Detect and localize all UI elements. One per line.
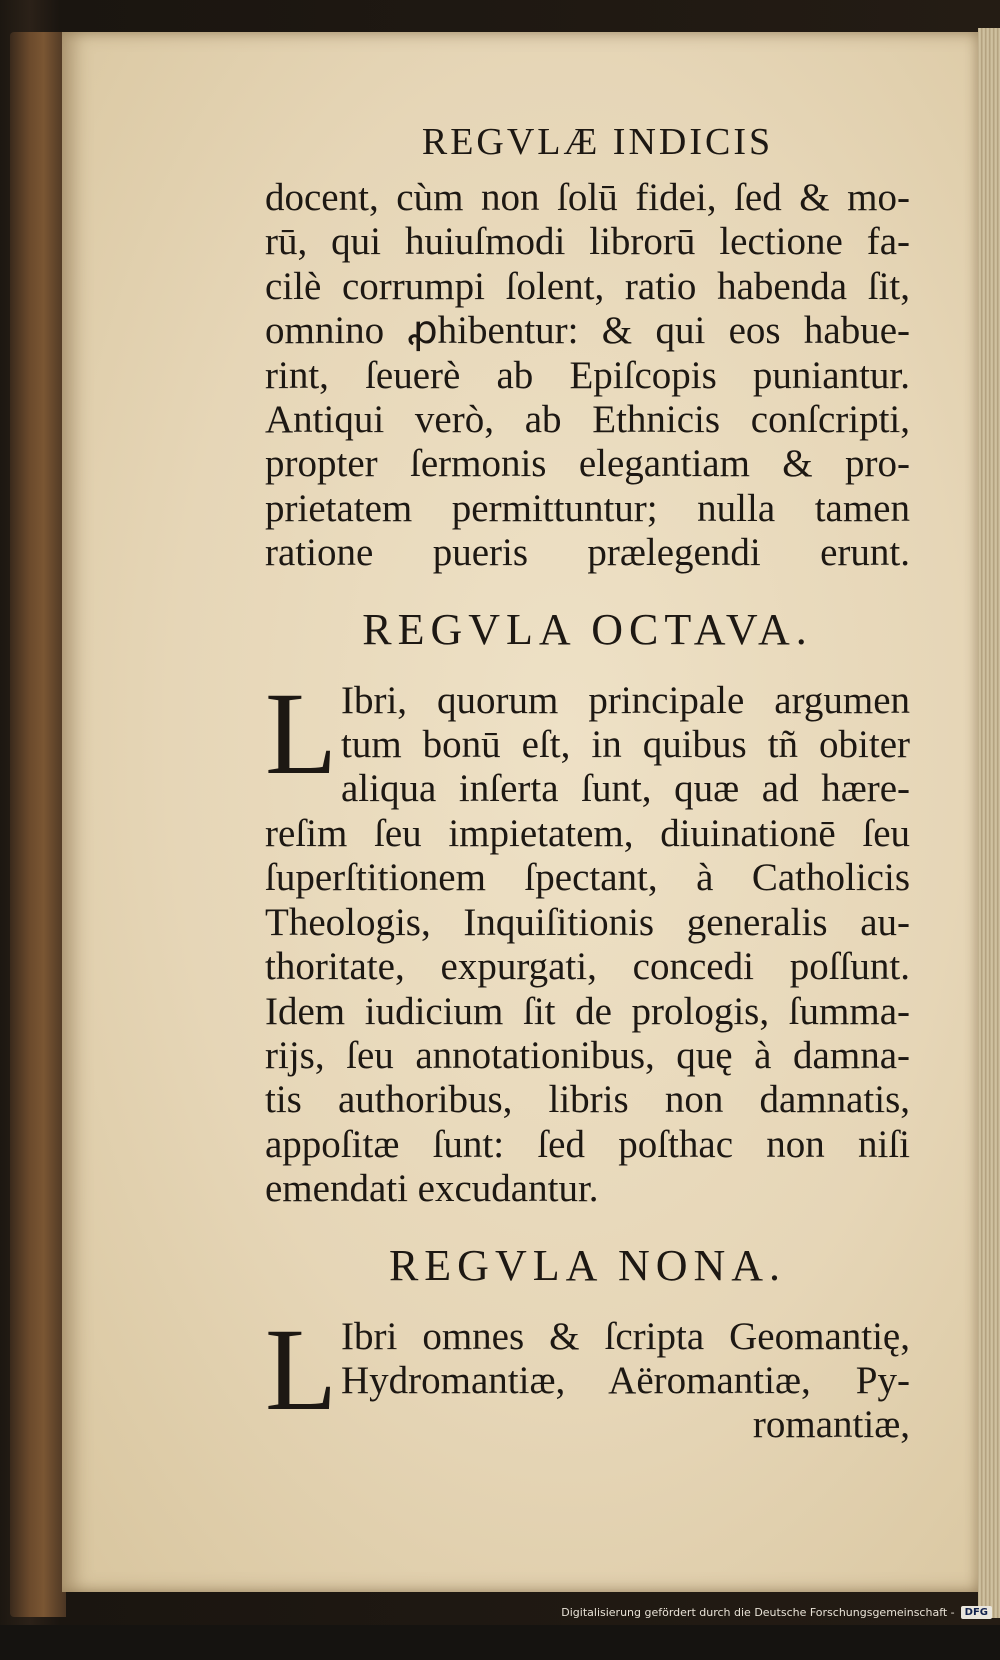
text-line: thoritate, expurgati, concedi poſſunt. bbox=[265, 945, 910, 989]
text-line: rū, qui huiuſmodi librorū lectione fa- bbox=[265, 220, 910, 264]
text-line: emendati excudantur. bbox=[265, 1167, 599, 1211]
text-line: cilè corrumpi ſolent, ratio habenda ſit, bbox=[265, 264, 910, 308]
book-spine-edge bbox=[10, 32, 66, 1617]
text-line: Idem iudicium ſit de prologis, ſumma- bbox=[265, 989, 910, 1033]
text-line: Ibri, quorum principale argumen bbox=[341, 678, 910, 722]
text-line: rint, ſeuerè ab Epiſcopis puniantur. bbox=[265, 353, 910, 397]
text-line: Theologis, Inquiſitionis generalis au- bbox=[265, 900, 910, 944]
text-line: Antiqui verò, ab Ethnicis conſcripti, bbox=[265, 398, 910, 442]
text-line: omnino ꝓhibentur: & qui eos habue- bbox=[265, 309, 910, 353]
text-line: ſuperſtitionem ſpectant, à Catholicis bbox=[265, 856, 910, 900]
running-head: REGVLÆ INDICIS bbox=[421, 121, 774, 163]
text-line: tum bonū eſt, in quibus tñ obiter bbox=[341, 723, 910, 767]
page-fore-edge bbox=[978, 28, 1000, 1618]
text-line: propter ſermonis elegantiam & pro- bbox=[265, 442, 910, 486]
dfg-logo: DFG bbox=[961, 1606, 992, 1619]
text-line: appoſitæ ſunt: ſed poſthac non niſi bbox=[265, 1122, 910, 1166]
rule-heading-nona: REGVLA NONA. bbox=[388, 1240, 787, 1290]
digitization-credit bbox=[561, 1606, 992, 1619]
catchword: romantiæ, bbox=[752, 1403, 910, 1447]
credit-text: Digitalisierung gefördert durch die Deutsche Forschungsgemeinschaft - bbox=[561, 1606, 955, 1619]
rule-octava-paragraph bbox=[265, 667, 910, 1212]
text-line: reſim ſeu impietatem, diuinationē ſeu bbox=[265, 811, 910, 855]
page-text bbox=[265, 120, 910, 1448]
text-line: prietatem permittuntur; nulla tamen bbox=[265, 486, 910, 530]
text-line: ratione pueris prælegendi erunt. bbox=[265, 531, 910, 575]
text-line: Hydromantiæ, Aëromantiæ, Py- bbox=[341, 1358, 910, 1402]
text-line: aliqua inſerta ſunt, quæ ad hære- bbox=[341, 767, 910, 811]
drop-cap: L bbox=[265, 667, 338, 799]
text-line: Ibri omnes & ſcripta Geomantię, bbox=[341, 1314, 910, 1358]
continuation-paragraph bbox=[265, 176, 910, 576]
text-line: tis authoribus, libris non damnatis, bbox=[265, 1078, 910, 1122]
rule-nona-paragraph bbox=[265, 1303, 910, 1448]
drop-cap: L bbox=[265, 1303, 338, 1435]
rule-heading-octava: REGVLA OCTAVA. bbox=[362, 604, 813, 654]
text-line: rijs, ſeu annotationibus, quę à damna- bbox=[265, 1033, 910, 1077]
text-line: docent, cùm non ſolū fidei, ſed & mo- bbox=[265, 176, 910, 219]
